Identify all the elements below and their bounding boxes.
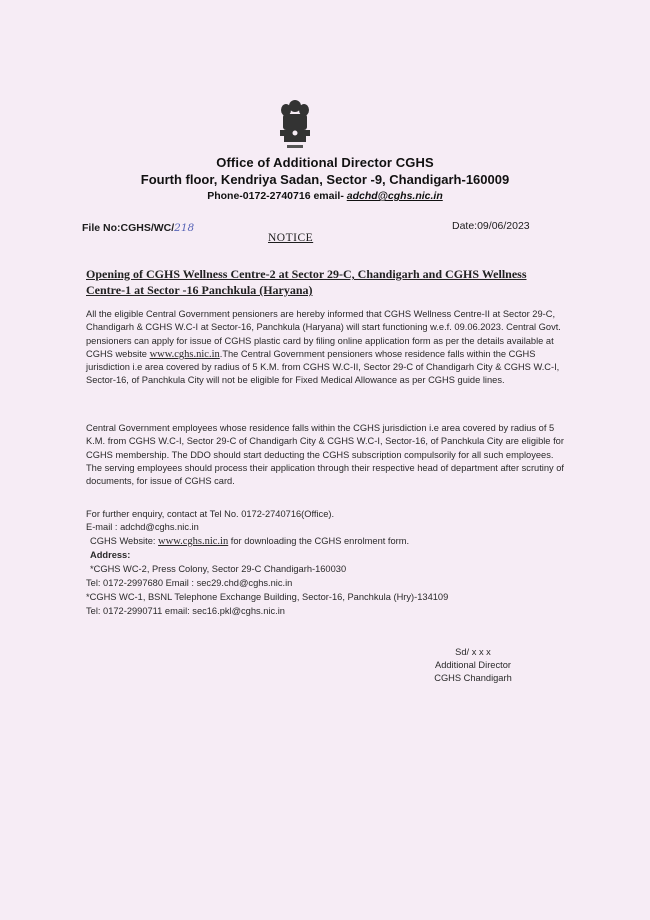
paragraph-pensioners — [86, 308, 566, 388]
office-address: Fourth floor, Kendriya Sadan, Sector -9, Chandigarh-160009 — [140, 172, 510, 187]
address-heading: Address: — [90, 550, 131, 560]
wc1-address: *CGHS WC-1, BSNL Telephone Exchange Building, Sector-16, Panchkula (Hry)-134109 — [86, 592, 449, 602]
file-number-handwritten: 218 — [174, 222, 195, 234]
signature-sd: Sd/ x x x — [455, 647, 491, 657]
website-label: CGHS Website: — [90, 536, 159, 546]
wc2-address: *CGHS WC-2, Press Colony, Sector 29-C Chandigarh-160030 — [90, 564, 347, 574]
wc1-contact: Tel: 0172-2990711 email: sec16.pkl@cghs.nic.in — [86, 606, 285, 616]
contact-email: E-mail : adchd@cghs.nic.in — [86, 522, 199, 532]
website-line — [90, 535, 409, 548]
paragraph-pensioners-text-b: .The Central Government pensioners whose residence falls within the CGHS jurisdiction i.e area covered by radius of 5 K.M. from CGHS W.C-II, Sector 29-C of Chandigarh City & CGHS W.C-I, Sector-16, of Panchkula City will not be eligible for Fixed Medical Allowance as per CGHS guide lines. — [86, 348, 560, 386]
paragraph-pensioners-text-a: All the eligible Central Government pensioners are hereby informed that CGHS Wellness Centre-II at Sector 29-C, Chandigarh & CGHS W.C-I at Sector-16, Panchkula (Haryana) will start functioning w.e.f. 09.06.2023. Central Govt. pensioners can apply for issue of CGHS plastic card by filing online application form as per the details available at CGHS website — [86, 309, 561, 359]
office-phone: Phone-0172-2740716 — [207, 190, 311, 202]
file-number — [82, 222, 194, 234]
enquiry-line: For further enquiry, contact at Tel No. 0172-2740716(Office). — [86, 509, 335, 519]
office-email-label: email- — [313, 190, 344, 202]
file-number-prefix: File No:CGHS/WC/ — [82, 222, 175, 234]
website-link[interactable]: www.cghs.nic.in — [158, 536, 229, 547]
signature-designation: Additional Director — [435, 660, 511, 670]
paragraph-employees: Central Government employees whose residence falls within the CGHS jurisdiction i.e area covered by radius of 5 K.M. from CGHS W.C-I, Sector 29-C of Chandigarh City & CGHS W.C-I, Sector-16, of Panchkula City are eligible for CGHS membership. The DDO should start deducting the CGHS subscription compulsorily for all such employees. The serving employees should process their application through their respective head of department after scrutiny of documents, for issue of CGHS card. — [86, 423, 565, 487]
notice-date: Date:09/06/2023 — [452, 220, 530, 232]
notice-subject: Opening of CGHS Wellness Centre-2 at Sector 29-C, Chandigarh and CGHS Wellness Centre-1 at Sector -16 Panchkula (Haryana) — [86, 267, 527, 297]
signature-office: CGHS Chandigarh — [434, 673, 512, 683]
wc2-contact: Tel: 0172-2997680 Email : sec29.chd@cghs.nic.in — [86, 578, 293, 588]
office-heading: Office of Additional Director CGHS — [216, 155, 434, 170]
office-contact-line — [70, 190, 580, 202]
national-emblem-icon — [272, 96, 318, 152]
office-email-link[interactable]: adchd@cghs.nic.in — [346, 190, 443, 202]
notice-title: NOTICE — [268, 232, 314, 244]
cghs-website-link[interactable]: www.cghs.nic.in — [149, 348, 220, 360]
website-suffix: for downloading the CGHS enrolment form. — [228, 536, 410, 546]
